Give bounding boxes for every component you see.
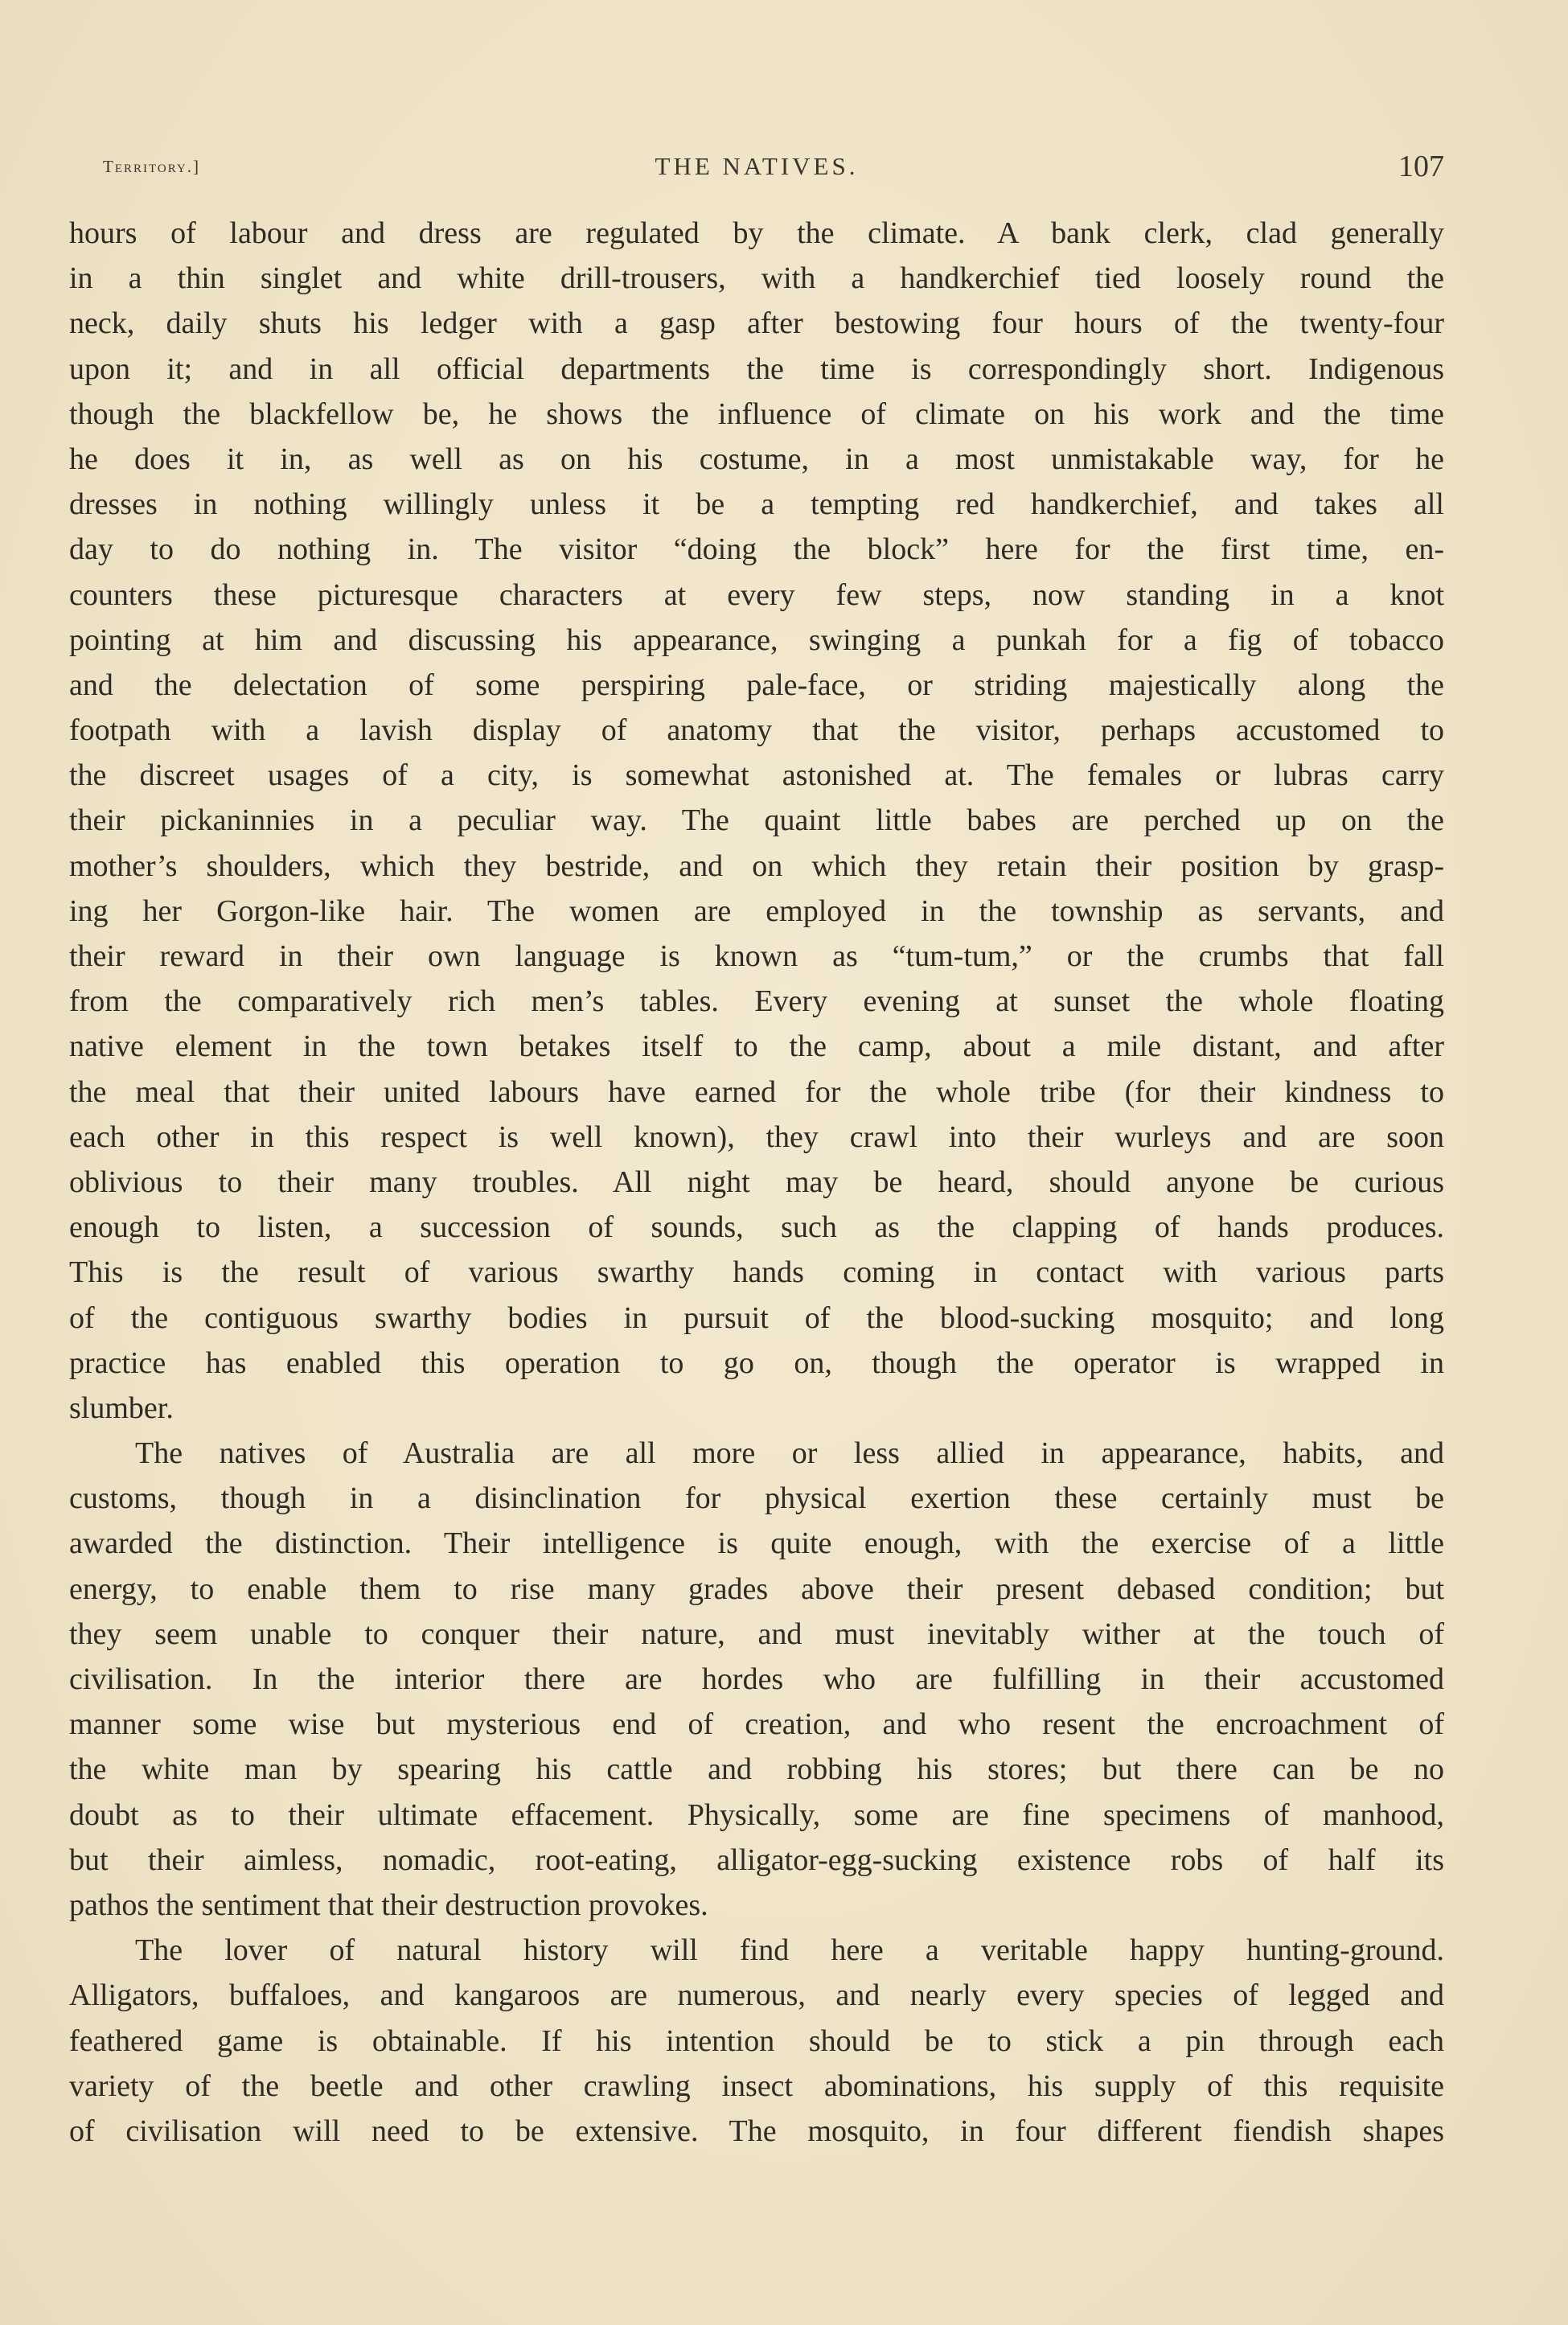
- text-line: slumber.: [69, 1390, 174, 1425]
- text-line: the discreet usages of a city, is somewhat astonished at. The females or lubras carry: [69, 758, 1444, 793]
- text-line: doubt as to their ultimate effacement. Physically, some are fine specimens of manhood,: [69, 1797, 1444, 1832]
- text-line: manner some wise but mysterious end of creation, and who resent the encroachment of: [69, 1707, 1444, 1742]
- text-line: of civilisation will need to be extensive. The mosquito, in four different fiendish shapes: [69, 2113, 1444, 2148]
- text-line: ing her Gorgon-like hair. The women are employed in the township as servants, and: [69, 893, 1444, 928]
- text-line: variety of the beetle and other crawling insect abominations, his supply of this requisite: [69, 2068, 1444, 2103]
- text-line: energy, to enable them to rise many grades above their present debased condition; but: [69, 1571, 1444, 1606]
- text-line: each other in this respect is well known), they crawl into their wurleys and are soon: [69, 1119, 1444, 1154]
- chapter-title: THE NATIVES.: [655, 152, 859, 180]
- text-line: oblivious to their many troubles. All night may be heard, should anyone be curious: [69, 1165, 1444, 1199]
- body-text: [69, 211, 1444, 2154]
- text-line: they seem unable to conquer their nature, and must inevitably wither at the touch of: [69, 1616, 1444, 1651]
- text-line: practice has enabled this operation to go on, though the operator is wrapped in: [69, 1345, 1444, 1380]
- text-line: counters these picturesque characters at every few steps, now standing in a knot: [69, 577, 1444, 612]
- text-line: footpath with a lavish display of anatomy that the visitor, perhaps accustomed to: [69, 713, 1444, 748]
- text-line: The lover of natural history will find here a veritable happy hunting-ground.: [135, 1933, 1444, 1968]
- text-line: day to do nothing in. The visitor “doing the block” here for the first time, en-: [69, 532, 1444, 567]
- text-line: feathered game is obtainable. If his intention should be to stick a pin through each: [69, 2023, 1444, 2058]
- text-line: enough to listen, a succession of sounds, such as the clapping of hands produces.: [69, 1210, 1444, 1245]
- page-number: 107: [1398, 150, 1444, 183]
- text-line: in a thin singlet and white drill-trousers, with a handkerchief tied loosely round the: [69, 261, 1444, 296]
- text-line: and the delectation of some perspiring pale-face, or striding majestically along the: [69, 668, 1444, 702]
- text-line: pathos the sentiment that their destruction provokes.: [69, 1888, 708, 1922]
- text-line: from the comparatively rich men’s tables. Every evening at sunset the whole floating: [69, 984, 1444, 1019]
- section-marker: Territory.]: [103, 157, 200, 176]
- text-line: mother’s shoulders, which they bestride, and on which they retain their position by grasp-: [69, 848, 1444, 883]
- text-line: customs, though in a disinclination for physical exertion these certainly must be: [69, 1481, 1444, 1516]
- text-line: The natives of Australia are all more or less allied in appearance, habits, and: [135, 1436, 1444, 1471]
- text-line: the meal that their united labours have earned for the whole tribe (for their kindness to: [69, 1074, 1444, 1109]
- text-line: civilisation. In the interior there are hordes who are fulfilling in their accustomed: [69, 1662, 1444, 1696]
- text-line: dresses in nothing willingly unless it be a tempting red handkerchief, and takes all: [69, 487, 1444, 522]
- text-line: native element in the town betakes itself to the camp, about a mile distant, and after: [69, 1029, 1444, 1064]
- text-line: pointing at him and discussing his appearance, swinging a punkah for a fig of tobacco: [69, 622, 1444, 657]
- text-line: awarded the distinction. Their intelligence is quite enough, with the exercise of a little: [69, 1526, 1444, 1561]
- text-line: the white man by spearing his cattle and robbing his stores; but there can be no: [69, 1752, 1444, 1787]
- text-line: their pickaninnies in a peculiar way. The quaint little babes are perched up on the: [69, 803, 1444, 838]
- text-line: of the contiguous swarthy bodies in pursuit of the blood-sucking mosquito; and long: [69, 1300, 1444, 1335]
- text-line: though the blackfellow be, he shows the influence of climate on his work and the time: [69, 396, 1444, 431]
- text-line: This is the result of various swarthy hands coming in contact with various parts: [69, 1255, 1444, 1290]
- text-line: neck, daily shuts his ledger with a gasp after bestowing four hours of the twenty-four: [69, 306, 1444, 341]
- text-line: upon it; and in all official departments the time is correspondingly short. Indigenous: [69, 351, 1444, 386]
- text-line: but their aimless, nomadic, root-eating, alligator-egg-sucking existence robs of half its: [69, 1842, 1444, 1877]
- text-line: Alligators, buffaloes, and kangaroos are numerous, and nearly every species of legged and: [69, 1978, 1444, 2013]
- text-line: hours of labour and dress are regulated by the climate. A bank clerk, clad generally: [69, 216, 1444, 250]
- running-head: [69, 147, 1444, 195]
- text-line: he does it in, as well as on his costume, in a most unmistakable way, for he: [69, 442, 1444, 476]
- text-line: their reward in their own language is known as “tum-tum,” or the crumbs that fall: [69, 939, 1444, 973]
